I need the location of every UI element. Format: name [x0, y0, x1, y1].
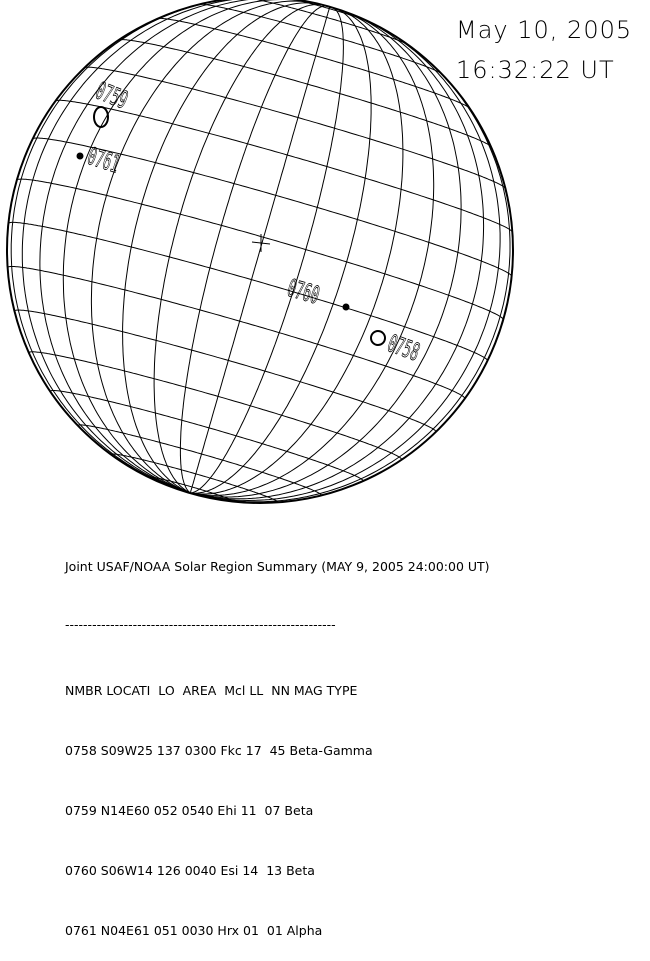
longitude-line [91, 1, 318, 493]
observation-date: May 10, 2005 [456, 16, 633, 44]
region-label-0761: 0761 [84, 141, 124, 179]
longitude-line [22, 0, 293, 493]
longitude-line [190, 7, 329, 493]
longitude-line [190, 9, 371, 494]
longitude-line [123, 3, 322, 493]
region-label-0760: 0760 [284, 273, 323, 310]
longitude-line [190, 14, 483, 499]
region-0760-marker [344, 305, 349, 310]
disk-center-cross [252, 234, 270, 252]
summary-row: 0758 S09W25 137 0300 Fkc 17 45 Beta-Gamma [65, 743, 373, 758]
region-0758-marker [371, 331, 385, 345]
longitude-line [190, 12, 461, 497]
summary-row: 0759 N14E60 052 0540 Ehi 11 07 Beta [65, 803, 314, 818]
longitude-line [190, 20, 500, 501]
region-0761-marker [78, 154, 83, 159]
region-summary-table [65, 517, 490, 961]
longitude-line [190, 8, 343, 493]
observation-time: 16:32:22 UT [456, 56, 615, 84]
region-label-0758: 0758 [383, 329, 424, 367]
summary-title: Joint USAF/NOAA Solar Region Summary (MAY 9, 2005 24:00:00 UT) [65, 559, 490, 574]
region-label-0759: 0759 [91, 76, 132, 115]
summary-separator: ------------------------------------------------------------ [65, 617, 336, 632]
longitude-line [190, 9, 403, 494]
heliographic-grid [7, 0, 512, 503]
summary-row: 0761 N04E61 051 0030 Hrx 01 01 Alpha [65, 923, 323, 938]
summary-row: 0760 S06W14 126 0040 Esi 14 13 Beta [65, 863, 315, 878]
summary-header: NMBR LOCATI LO AREA Mcl LL NN MAG TYPE [65, 683, 358, 698]
region-labels [84, 76, 423, 366]
